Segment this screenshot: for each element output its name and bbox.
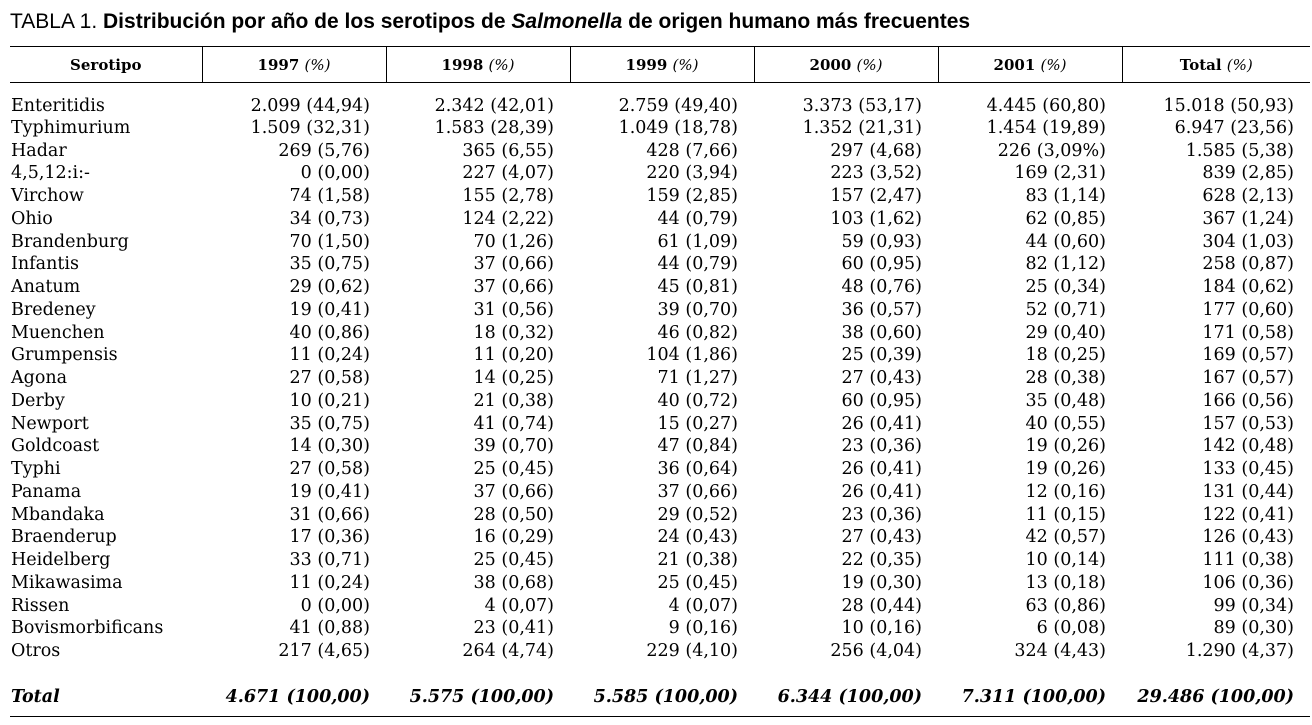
serotype-name: Newport [11, 413, 89, 434]
table-row [10, 572, 1310, 595]
table-cell: 59 (0,93) [841, 231, 922, 252]
table-cell: 133 (0,45) [1202, 459, 1294, 480]
table-cell: 6 (0,08) [1036, 618, 1106, 639]
table-cell: 25 (0,45) [657, 572, 738, 593]
table-cell: 70 (1,50) [289, 231, 370, 252]
table-cell: 23 (0,36) [841, 504, 922, 525]
table-cell: 19 (0,30) [841, 572, 922, 593]
caption-title [103, 10, 970, 33]
table-row [10, 640, 1310, 663]
table-cell: 171 (0,58) [1202, 322, 1294, 343]
table-cell: 0 (0,00) [300, 163, 370, 184]
table-cell: 27 (0,58) [289, 459, 370, 480]
serotype-name: Braenderup [11, 527, 117, 548]
total-cell: 5.575 (100,00) [386, 679, 570, 717]
table-row [10, 299, 1310, 322]
serotype-name: Ohio [11, 208, 53, 229]
table-row [10, 253, 1310, 276]
total-cell: 6.344 (100,00) [754, 679, 938, 717]
table-cell: 24 (0,43) [657, 527, 738, 548]
table-cell: 37 (0,66) [473, 481, 554, 502]
header-label: 2000 [809, 55, 852, 74]
table-row [10, 162, 1310, 185]
table-cell: 70 (1,26) [473, 231, 554, 252]
table-cell: 40 (0,55) [1025, 413, 1106, 434]
header-percent: (%) [488, 55, 515, 74]
header-col-6 [1122, 47, 1310, 83]
table-cell: 14 (0,25) [473, 368, 554, 389]
caption-label: TABLA 1. [10, 10, 98, 33]
table-cell: 269 (5,76) [278, 140, 370, 161]
table-cell: 166 (0,56) [1202, 390, 1294, 411]
table-cell: 19 (0,41) [289, 299, 370, 320]
table-cell: 31 (0,66) [289, 504, 370, 525]
table-cell: 21 (0,38) [473, 390, 554, 411]
table-cell: 1.290 (4,37) [1185, 641, 1294, 662]
table-cell: 19 (0,26) [1025, 436, 1106, 457]
table-cell: 297 (4,68) [830, 140, 922, 161]
table-cell: 29 (0,40) [1025, 322, 1106, 343]
table-cell: 15.018 (50,93) [1163, 95, 1294, 116]
table-cell: 83 (1,14) [1025, 186, 1106, 207]
table-cell: 104 (1,86) [646, 345, 738, 366]
serotype-name: Otros [11, 641, 61, 662]
table-cell: 258 (0,87) [1202, 254, 1294, 275]
total-row [10, 679, 1310, 717]
serotype-name: Typhi [11, 459, 61, 480]
table-row [10, 276, 1310, 299]
header-label: 2001 [993, 55, 1036, 74]
table-cell: 131 (0,44) [1202, 481, 1294, 502]
table-cell: 34 (0,73) [289, 208, 370, 229]
table-cell: 11 (0,24) [289, 572, 370, 593]
table-row [10, 458, 1310, 481]
table-cell: 35 (0,75) [289, 413, 370, 434]
table-cell: 10 (0,14) [1025, 550, 1106, 571]
serotype-name: Brandenburg [11, 231, 129, 252]
table-cell: 22 (0,35) [841, 550, 922, 571]
serotype-name: Panama [11, 481, 82, 502]
table-row [10, 208, 1310, 231]
table-row [10, 230, 1310, 253]
table-cell: 37 (0,66) [473, 254, 554, 275]
table-cell: 25 (0,39) [841, 345, 922, 366]
table-cell: 159 (2,85) [646, 186, 738, 207]
header-percent: (%) [672, 55, 699, 74]
serotype-name: Rissen [11, 595, 70, 616]
table-cell: 16 (0,29) [473, 527, 554, 548]
table-cell: 4.445 (60,80) [986, 95, 1106, 116]
table-body [10, 83, 1310, 679]
table-cell: 23 (0,41) [473, 618, 554, 639]
table-cell: 0 (0,00) [300, 595, 370, 616]
serotype-name: Agona [11, 368, 68, 389]
table-cell: 29 (0,62) [289, 277, 370, 298]
table-row [10, 83, 1310, 117]
table-cell: 365 (6,55) [462, 140, 554, 161]
serotype-name: 4,5,12:i:- [11, 163, 90, 184]
table-cell: 1.454 (19,89) [986, 117, 1106, 138]
table-cell: 11 (0,24) [289, 345, 370, 366]
table-row [10, 139, 1310, 162]
table-cell: 157 (0,53) [1202, 413, 1294, 434]
table-row [10, 617, 1310, 640]
table-cell: 44 (0,79) [657, 254, 738, 275]
total-cell: 5.585 (100,00) [570, 679, 754, 717]
table-cell: 1.049 (18,78) [618, 117, 738, 138]
table-cell: 29 (0,52) [657, 504, 738, 525]
serotype-name: Mikawasima [11, 572, 123, 593]
serotype-name: Bovismorbificans [11, 618, 164, 639]
header-col-2 [386, 47, 570, 83]
table-cell: 37 (0,66) [473, 277, 554, 298]
table-cell: 304 (1,03) [1202, 231, 1294, 252]
table-row [10, 390, 1310, 413]
table-cell: 184 (0,62) [1202, 277, 1294, 298]
serotype-name: Hadar [11, 140, 67, 161]
table-cell: 106 (0,36) [1202, 572, 1294, 593]
table-cell: 27 (0,58) [289, 368, 370, 389]
table-row [10, 185, 1310, 208]
table-cell: 839 (2,85) [1202, 163, 1294, 184]
header-label: 1997 [257, 55, 300, 74]
table-row [10, 344, 1310, 367]
table-cell: 41 (0,74) [473, 413, 554, 434]
table-cell: 628 (2,13) [1202, 186, 1294, 207]
table-cell: 169 (2,31) [1014, 163, 1106, 184]
table-cell: 21 (0,38) [657, 550, 738, 571]
table-cell: 39 (0,70) [473, 436, 554, 457]
table-cell: 6.947 (23,56) [1174, 117, 1294, 138]
table-cell: 26 (0,41) [841, 481, 922, 502]
table-cell: 33 (0,71) [289, 550, 370, 571]
table-cell: 82 (1,12) [1025, 254, 1106, 275]
table-cell: 89 (0,30) [1213, 618, 1294, 639]
table-cell: 157 (2,47) [830, 186, 922, 207]
spacer-row [10, 663, 1310, 679]
header-percent: (%) [304, 55, 331, 74]
table-cell: 2.099 (44,94) [250, 95, 370, 116]
header-percent: (%) [1226, 55, 1253, 74]
table-cell: 39 (0,70) [657, 299, 738, 320]
caption-title-italic: Salmonella [511, 10, 623, 33]
table-cell: 124 (2,22) [462, 208, 554, 229]
table-row [10, 435, 1310, 458]
table-cell: 47 (0,84) [657, 436, 738, 457]
table-cell: 28 (0,50) [473, 504, 554, 525]
table-cell: 46 (0,82) [657, 322, 738, 343]
table-cell: 40 (0,72) [657, 390, 738, 411]
table-cell: 18 (0,25) [1025, 345, 1106, 366]
table-cell: 4 (0,07) [484, 595, 554, 616]
total-cell: 7.311 (100,00) [938, 679, 1122, 717]
table-cell: 103 (1,62) [830, 208, 922, 229]
caption-title-before: Distribución por año de los serotipos de [103, 10, 506, 33]
table-cell: 61 (1,09) [657, 231, 738, 252]
total-label: Total [10, 679, 202, 717]
table-cell: 12 (0,16) [1025, 481, 1106, 502]
table-cell: 25 (0,45) [473, 459, 554, 480]
serotype-name: Muenchen [11, 322, 105, 343]
table-cell: 264 (4,74) [462, 641, 554, 662]
spacer-cell [10, 663, 1310, 679]
table-cell: 45 (0,81) [657, 277, 738, 298]
header-label: Serotipo [70, 55, 142, 74]
table-cell: 11 (0,20) [473, 345, 554, 366]
total-cell: 29.486 (100,00) [1122, 679, 1310, 717]
table-cell: 167 (0,57) [1202, 368, 1294, 389]
table-cell: 38 (0,60) [841, 322, 922, 343]
table-cell: 60 (0,95) [841, 254, 922, 275]
serotype-name: Mbandaka [11, 504, 105, 525]
header-label: 1999 [625, 55, 668, 74]
table-cell: 10 (0,16) [841, 618, 922, 639]
caption-title-after: de origen humano más frecuentes [628, 10, 971, 33]
table-cell: 17 (0,36) [289, 527, 370, 548]
header-serotipo [10, 47, 202, 83]
table-cell: 220 (3,94) [646, 163, 738, 184]
table-cell: 18 (0,32) [473, 322, 554, 343]
serotype-name: Goldcoast [11, 436, 100, 457]
table-cell: 126 (0,43) [1202, 527, 1294, 548]
table-row [10, 321, 1310, 344]
header-label: Total [1179, 55, 1222, 74]
table-cell: 44 (0,60) [1025, 231, 1106, 252]
table-cell: 31 (0,56) [473, 299, 554, 320]
header-row [10, 47, 1310, 83]
table-cell: 63 (0,86) [1025, 595, 1106, 616]
table-cell: 71 (1,27) [657, 368, 738, 389]
table-cell: 36 (0,64) [657, 459, 738, 480]
table-row [10, 412, 1310, 435]
header-col-3 [570, 47, 754, 83]
table-cell: 4 (0,07) [668, 595, 738, 616]
table-row [10, 481, 1310, 504]
table-cell: 229 (4,10) [646, 641, 738, 662]
table-cell: 11 (0,15) [1025, 504, 1106, 525]
table-cell: 44 (0,79) [657, 208, 738, 229]
table-cell: 2.342 (42,01) [434, 95, 554, 116]
serotype-table [10, 46, 1310, 717]
table-cell: 217 (4,65) [278, 641, 370, 662]
table-cell: 10 (0,21) [289, 390, 370, 411]
table-cell: 25 (0,45) [473, 550, 554, 571]
table-cell: 52 (0,71) [1025, 299, 1106, 320]
table-row [10, 367, 1310, 390]
table-cell: 35 (0,75) [289, 254, 370, 275]
table-cell: 177 (0,60) [1202, 299, 1294, 320]
table-cell: 62 (0,85) [1025, 208, 1106, 229]
header-col-5 [938, 47, 1122, 83]
table-row [10, 117, 1310, 140]
table-cell: 99 (0,34) [1213, 595, 1294, 616]
header-col-4 [754, 47, 938, 83]
header-col-1 [202, 47, 386, 83]
header-percent: (%) [856, 55, 883, 74]
table-cell: 13 (0,18) [1025, 572, 1106, 593]
table-cell: 367 (1,24) [1202, 208, 1294, 229]
table-cell: 1.352 (21,31) [802, 117, 922, 138]
table-cell: 1.585 (5,38) [1185, 140, 1294, 161]
table-cell: 38 (0,68) [473, 572, 554, 593]
table-cell: 37 (0,66) [657, 481, 738, 502]
serotype-name: Typhimurium [11, 117, 131, 138]
serotype-name: Infantis [11, 254, 79, 275]
table-cell: 15 (0,27) [657, 413, 738, 434]
table-row [10, 526, 1310, 549]
table-cell: 28 (0,44) [841, 595, 922, 616]
serotype-name: Derby [11, 390, 65, 411]
table-cell: 14 (0,30) [289, 436, 370, 457]
table-cell: 26 (0,41) [841, 459, 922, 480]
serotype-name: Bredeney [11, 299, 96, 320]
table-cell: 25 (0,34) [1025, 277, 1106, 298]
table-row [10, 549, 1310, 572]
table-cell: 111 (0,38) [1202, 550, 1294, 571]
table-cell: 155 (2,78) [462, 186, 554, 207]
table-cell: 27 (0,43) [841, 527, 922, 548]
header-percent: (%) [1040, 55, 1067, 74]
table-cell: 226 (3,09%) [997, 140, 1106, 161]
serotype-name: Enteritidis [11, 95, 105, 116]
table-cell: 1.583 (28,39) [434, 117, 554, 138]
table-caption [10, 7, 1300, 37]
serotype-name: Heidelberg [11, 550, 111, 571]
table-cell: 3.373 (53,17) [802, 95, 922, 116]
table-cell: 428 (7,66) [646, 140, 738, 161]
table-cell: 48 (0,76) [841, 277, 922, 298]
table-cell: 19 (0,26) [1025, 459, 1106, 480]
table-cell: 40 (0,86) [289, 322, 370, 343]
table-cell: 324 (4,43) [1014, 641, 1106, 662]
table-cell: 42 (0,57) [1025, 527, 1106, 548]
serotype-name: Virchow [11, 186, 84, 207]
table-cell: 27 (0,43) [841, 368, 922, 389]
table-cell: 142 (0,48) [1202, 436, 1294, 457]
table-row [10, 503, 1310, 526]
header-label: 1998 [441, 55, 484, 74]
table-cell: 227 (4,07) [462, 163, 554, 184]
table-cell: 19 (0,41) [289, 481, 370, 502]
table-row [10, 594, 1310, 617]
table-cell: 122 (0,41) [1202, 504, 1294, 525]
table-cell: 9 (0,16) [668, 618, 738, 639]
table-cell: 1.509 (32,31) [250, 117, 370, 138]
table-cell: 223 (3,52) [830, 163, 922, 184]
table-cell: 28 (0,38) [1025, 368, 1106, 389]
serotype-name: Grumpensis [11, 345, 118, 366]
table-cell: 74 (1,58) [289, 186, 370, 207]
table-cell: 35 (0,48) [1025, 390, 1106, 411]
table-cell: 60 (0,95) [841, 390, 922, 411]
table-cell: 169 (0,57) [1202, 345, 1294, 366]
serotype-name: Anatum [11, 277, 81, 298]
table-cell: 23 (0,36) [841, 436, 922, 457]
table-cell: 2.759 (49,40) [618, 95, 738, 116]
table-cell: 26 (0,41) [841, 413, 922, 434]
table-cell: 41 (0,88) [289, 618, 370, 639]
table-cell: 36 (0,57) [841, 299, 922, 320]
total-cell: 4.671 (100,00) [202, 679, 386, 717]
table-cell: 256 (4,04) [830, 641, 922, 662]
